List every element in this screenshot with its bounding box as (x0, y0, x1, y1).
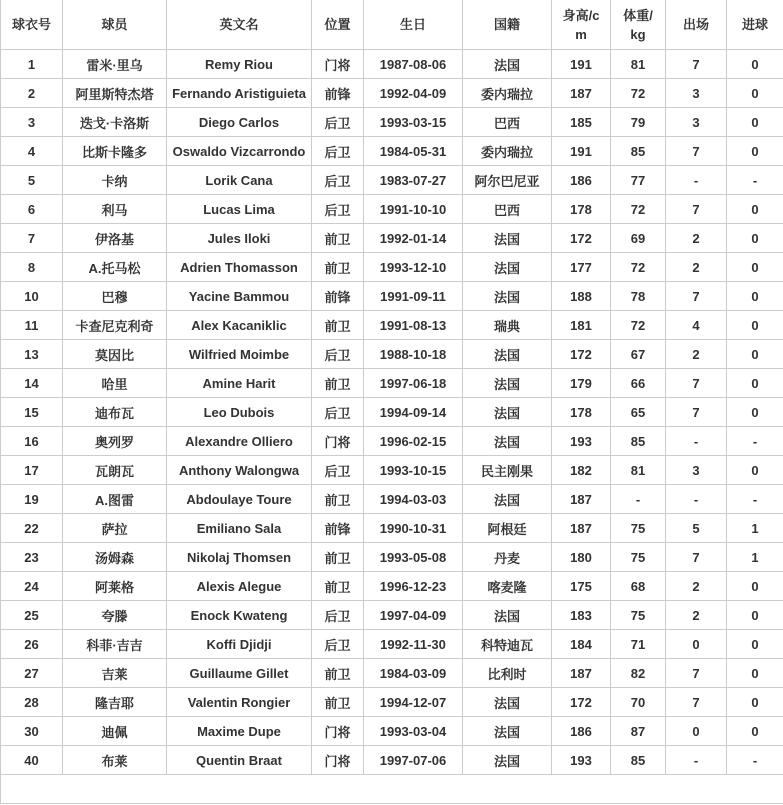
cell-name-en: Maxime Dupe (167, 717, 312, 746)
cell-name-cn: 比斯卡隆多 (63, 137, 167, 166)
cell-appearances: 3 (666, 79, 727, 108)
cell-appearances: 3 (666, 456, 727, 485)
cell-goals: 0 (727, 398, 783, 427)
cell-appearances: 7 (666, 398, 727, 427)
cell-birthday: 1997-07-06 (364, 746, 463, 775)
cell-position: 后卫 (312, 601, 364, 630)
cell-name-en: Guillaume Gillet (167, 659, 312, 688)
cell-name-en: Koffi Djidji (167, 630, 312, 659)
cell-goals: 0 (727, 108, 783, 137)
cell-goals: - (727, 746, 783, 775)
table-row (1, 543, 783, 572)
cell-position: 前卫 (312, 485, 364, 514)
cell-name-en: Lucas Lima (167, 195, 312, 224)
cell-appearances: 0 (666, 717, 727, 746)
cell-number: 25 (1, 601, 63, 630)
cell-position: 后卫 (312, 630, 364, 659)
cell-nationality: 法国 (463, 398, 552, 427)
table-row (1, 253, 783, 282)
cell-appearances: 2 (666, 572, 727, 601)
cell-name-cn: A.托马松 (63, 253, 167, 282)
cell-nationality: 比利时 (463, 659, 552, 688)
cell-name-cn: 瓦朗瓦 (63, 456, 167, 485)
cell-goals: - (727, 166, 783, 195)
cell-weight: 81 (611, 50, 666, 79)
cell-appearances: 7 (666, 688, 727, 717)
cell-appearances: - (666, 166, 727, 195)
cell-name-en: Valentin Rongier (167, 688, 312, 717)
table-row (1, 717, 783, 746)
cell-number: 16 (1, 427, 63, 456)
cell-name-cn: 卡查尼克利奇 (63, 311, 167, 340)
cell-birthday: 1996-12-23 (364, 572, 463, 601)
cell-name-en: Emiliano Sala (167, 514, 312, 543)
column-header-birthday: 生日 (364, 0, 463, 50)
cell-birthday: 1992-04-09 (364, 79, 463, 108)
cell-goals: 0 (727, 340, 783, 369)
cell-goals: 0 (727, 456, 783, 485)
cell-number: 10 (1, 282, 63, 311)
cell-height: 191 (552, 50, 611, 79)
cell-weight: 77 (611, 166, 666, 195)
cell-birthday: 1991-08-13 (364, 311, 463, 340)
cell-position: 后卫 (312, 137, 364, 166)
column-header-number: 球衣号 (1, 0, 63, 50)
cell-nationality: 委内瑞拉 (463, 137, 552, 166)
cell-nationality: 丹麦 (463, 543, 552, 572)
cell-birthday: 1993-03-04 (364, 717, 463, 746)
cell-nationality: 法国 (463, 485, 552, 514)
cell-birthday: 1991-10-10 (364, 195, 463, 224)
cell-weight: 87 (611, 717, 666, 746)
cell-name-cn: 迭戈·卡洛斯 (63, 108, 167, 137)
table-row (1, 514, 783, 543)
column-header-weight: 体重/kg (611, 0, 666, 50)
cell-name-en: Diego Carlos (167, 108, 312, 137)
cell-goals: 0 (727, 659, 783, 688)
cell-appearances: 7 (666, 50, 727, 79)
cell-appearances: 0 (666, 630, 727, 659)
cell-position: 后卫 (312, 108, 364, 137)
cell-name-en: Alex Kacaniklic (167, 311, 312, 340)
cell-position: 前卫 (312, 224, 364, 253)
spacer-row (1, 775, 783, 804)
cell-birthday: 1993-03-15 (364, 108, 463, 137)
cell-name-cn: 奥列罗 (63, 427, 167, 456)
cell-nationality: 巴西 (463, 108, 552, 137)
column-header-appearances: 出场 (666, 0, 727, 50)
cell-position: 前卫 (312, 543, 364, 572)
cell-appearances: 7 (666, 369, 727, 398)
cell-weight: 68 (611, 572, 666, 601)
cell-name-cn: 哈里 (63, 369, 167, 398)
cell-weight: 65 (611, 398, 666, 427)
cell-number: 3 (1, 108, 63, 137)
cell-name-cn: 阿莱格 (63, 572, 167, 601)
cell-weight: 82 (611, 659, 666, 688)
cell-goals: 0 (727, 224, 783, 253)
table-row (1, 630, 783, 659)
column-header-position: 位置 (312, 0, 364, 50)
cell-birthday: 1994-12-07 (364, 688, 463, 717)
cell-nationality: 法国 (463, 688, 552, 717)
cell-name-cn: 夸滕 (63, 601, 167, 630)
column-header-goals: 进球 (727, 0, 783, 50)
cell-name-cn: 科菲·吉吉 (63, 630, 167, 659)
cell-birthday: 1992-01-14 (364, 224, 463, 253)
cell-name-cn: 迪佩 (63, 717, 167, 746)
cell-weight: 78 (611, 282, 666, 311)
cell-number: 11 (1, 311, 63, 340)
cell-goals: 0 (727, 717, 783, 746)
cell-goals: 0 (727, 688, 783, 717)
cell-position: 前卫 (312, 572, 364, 601)
cell-name-cn: 吉莱 (63, 659, 167, 688)
cell-name-en: Quentin Braat (167, 746, 312, 775)
cell-appearances: 7 (666, 282, 727, 311)
cell-height: 182 (552, 456, 611, 485)
cell-number: 40 (1, 746, 63, 775)
cell-position: 门将 (312, 427, 364, 456)
cell-weight: 75 (611, 514, 666, 543)
cell-goals: - (727, 427, 783, 456)
cell-height: 175 (552, 572, 611, 601)
cell-position: 前卫 (312, 659, 364, 688)
cell-name-cn: 卡纳 (63, 166, 167, 195)
table-row (1, 108, 783, 137)
cell-birthday: 1991-09-11 (364, 282, 463, 311)
cell-position: 后卫 (312, 398, 364, 427)
cell-height: 187 (552, 514, 611, 543)
cell-appearances: 7 (666, 195, 727, 224)
cell-position: 后卫 (312, 340, 364, 369)
cell-name-cn: A.图雷 (63, 485, 167, 514)
cell-height: 172 (552, 340, 611, 369)
cell-nationality: 法国 (463, 746, 552, 775)
cell-nationality: 法国 (463, 50, 552, 79)
cell-number: 22 (1, 514, 63, 543)
cell-name-en: Remy Riou (167, 50, 312, 79)
cell-appearances: 7 (666, 137, 727, 166)
cell-number: 1 (1, 50, 63, 79)
cell-birthday: 1990-10-31 (364, 514, 463, 543)
cell-nationality: 法国 (463, 340, 552, 369)
cell-nationality: 科特迪瓦 (463, 630, 552, 659)
cell-appearances: 2 (666, 340, 727, 369)
cell-nationality: 民主刚果 (463, 456, 552, 485)
cell-name-en: Abdoulaye Toure (167, 485, 312, 514)
cell-weight: 67 (611, 340, 666, 369)
cell-weight: 71 (611, 630, 666, 659)
cell-weight: 79 (611, 108, 666, 137)
table-header (1, 0, 783, 50)
cell-name-en: Adrien Thomasson (167, 253, 312, 282)
cell-name-en: Anthony Walongwa (167, 456, 312, 485)
table-row (1, 659, 783, 688)
cell-goals: 0 (727, 79, 783, 108)
cell-number: 15 (1, 398, 63, 427)
cell-name-en: Lorik Cana (167, 166, 312, 195)
cell-goals: 0 (727, 311, 783, 340)
cell-goals: 0 (727, 137, 783, 166)
cell-height: 180 (552, 543, 611, 572)
column-header-height: 身高/cm (552, 0, 611, 50)
cell-name-cn: 利马 (63, 195, 167, 224)
cell-number: 19 (1, 485, 63, 514)
cell-nationality: 喀麦隆 (463, 572, 552, 601)
cell-name-en: Leo Dubois (167, 398, 312, 427)
cell-weight: 70 (611, 688, 666, 717)
table-row (1, 369, 783, 398)
header-row (1, 0, 783, 50)
cell-appearances: - (666, 427, 727, 456)
cell-number: 28 (1, 688, 63, 717)
cell-weight: 75 (611, 601, 666, 630)
table-row (1, 79, 783, 108)
cell-nationality: 阿尔巴尼亚 (463, 166, 552, 195)
cell-birthday: 1994-09-14 (364, 398, 463, 427)
cell-weight: 72 (611, 195, 666, 224)
cell-number: 24 (1, 572, 63, 601)
cell-birthday: 1993-05-08 (364, 543, 463, 572)
cell-name-en: Wilfried Moimbe (167, 340, 312, 369)
cell-height: 178 (552, 195, 611, 224)
cell-number: 17 (1, 456, 63, 485)
cell-position: 后卫 (312, 456, 364, 485)
cell-number: 2 (1, 79, 63, 108)
cell-height: 185 (552, 108, 611, 137)
cell-birthday: 1994-03-03 (364, 485, 463, 514)
cell-appearances: 2 (666, 601, 727, 630)
cell-number: 14 (1, 369, 63, 398)
table-row (1, 282, 783, 311)
cell-nationality: 阿根廷 (463, 514, 552, 543)
cell-weight: 85 (611, 427, 666, 456)
cell-nationality: 法国 (463, 224, 552, 253)
cell-number: 26 (1, 630, 63, 659)
cell-position: 前卫 (312, 369, 364, 398)
cell-goals: 1 (727, 514, 783, 543)
cell-height: 186 (552, 166, 611, 195)
cell-goals: 0 (727, 282, 783, 311)
cell-height: 172 (552, 688, 611, 717)
table-row (1, 572, 783, 601)
cell-appearances: 3 (666, 108, 727, 137)
cell-height: 186 (552, 717, 611, 746)
table-body (1, 50, 783, 804)
table-row (1, 746, 783, 775)
cell-position: 前锋 (312, 282, 364, 311)
cell-weight: 72 (611, 79, 666, 108)
cell-name-cn: 巴穆 (63, 282, 167, 311)
cell-height: 193 (552, 746, 611, 775)
table-row (1, 166, 783, 195)
cell-birthday: 1987-08-06 (364, 50, 463, 79)
cell-weight: 66 (611, 369, 666, 398)
cell-height: 177 (552, 253, 611, 282)
cell-name-cn: 莫因比 (63, 340, 167, 369)
spacer-cell (1, 775, 783, 804)
cell-weight: 72 (611, 253, 666, 282)
table-row (1, 601, 783, 630)
cell-nationality: 法国 (463, 282, 552, 311)
cell-goals: 0 (727, 630, 783, 659)
cell-height: 179 (552, 369, 611, 398)
cell-name-en: Alexis Alegue (167, 572, 312, 601)
cell-height: 191 (552, 137, 611, 166)
cell-name-en: Enock Kwateng (167, 601, 312, 630)
cell-nationality: 委内瑞拉 (463, 79, 552, 108)
cell-birthday: 1993-12-10 (364, 253, 463, 282)
table-row (1, 688, 783, 717)
cell-birthday: 1996-02-15 (364, 427, 463, 456)
cell-number: 30 (1, 717, 63, 746)
table-row (1, 456, 783, 485)
table-row (1, 195, 783, 224)
cell-goals: 0 (727, 195, 783, 224)
cell-number: 4 (1, 137, 63, 166)
table-row (1, 137, 783, 166)
cell-name-cn: 汤姆森 (63, 543, 167, 572)
cell-name-cn: 隆吉耶 (63, 688, 167, 717)
cell-nationality: 法国 (463, 253, 552, 282)
cell-appearances: 4 (666, 311, 727, 340)
cell-position: 后卫 (312, 166, 364, 195)
cell-goals: 0 (727, 369, 783, 398)
cell-goals: - (727, 485, 783, 514)
table-row (1, 398, 783, 427)
table-row (1, 485, 783, 514)
table-row (1, 427, 783, 456)
cell-position: 前锋 (312, 79, 364, 108)
cell-appearances: 2 (666, 253, 727, 282)
cell-position: 门将 (312, 50, 364, 79)
cell-name-en: Jules Iloki (167, 224, 312, 253)
cell-birthday: 1997-04-09 (364, 601, 463, 630)
cell-appearances: 5 (666, 514, 727, 543)
cell-nationality: 法国 (463, 601, 552, 630)
cell-birthday: 1992-11-30 (364, 630, 463, 659)
cell-position: 后卫 (312, 195, 364, 224)
cell-nationality: 法国 (463, 717, 552, 746)
cell-weight: 75 (611, 543, 666, 572)
cell-name-cn: 阿里斯特杰塔 (63, 79, 167, 108)
cell-nationality: 巴西 (463, 195, 552, 224)
cell-position: 门将 (312, 746, 364, 775)
cell-appearances: - (666, 746, 727, 775)
cell-name-cn: 萨拉 (63, 514, 167, 543)
cell-height: 187 (552, 659, 611, 688)
cell-nationality: 瑞典 (463, 311, 552, 340)
cell-appearances: 2 (666, 224, 727, 253)
cell-birthday: 1997-06-18 (364, 369, 463, 398)
cell-number: 6 (1, 195, 63, 224)
cell-position: 前卫 (312, 688, 364, 717)
cell-weight: 72 (611, 311, 666, 340)
table-row (1, 340, 783, 369)
cell-height: 187 (552, 485, 611, 514)
cell-weight: 85 (611, 746, 666, 775)
cell-appearances: - (666, 485, 727, 514)
cell-name-cn: 伊洛基 (63, 224, 167, 253)
column-header-nationality: 国籍 (463, 0, 552, 50)
cell-height: 181 (552, 311, 611, 340)
cell-appearances: 7 (666, 543, 727, 572)
cell-name-en: Nikolaj Thomsen (167, 543, 312, 572)
cell-appearances: 7 (666, 659, 727, 688)
table-row (1, 224, 783, 253)
cell-goals: 0 (727, 253, 783, 282)
cell-nationality: 法国 (463, 427, 552, 456)
column-header-name-cn: 球员 (63, 0, 167, 50)
cell-number: 5 (1, 166, 63, 195)
cell-height: 178 (552, 398, 611, 427)
cell-goals: 0 (727, 50, 783, 79)
cell-name-en: Yacine Bammou (167, 282, 312, 311)
cell-height: 193 (552, 427, 611, 456)
cell-birthday: 1988-10-18 (364, 340, 463, 369)
cell-position: 前锋 (312, 514, 364, 543)
cell-goals: 1 (727, 543, 783, 572)
column-header-name-en: 英文名 (167, 0, 312, 50)
cell-name-en: Alexandre Olliero (167, 427, 312, 456)
cell-birthday: 1983-07-27 (364, 166, 463, 195)
cell-number: 23 (1, 543, 63, 572)
cell-weight: - (611, 485, 666, 514)
cell-goals: 0 (727, 572, 783, 601)
cell-position: 前卫 (312, 253, 364, 282)
cell-name-cn: 迪布瓦 (63, 398, 167, 427)
cell-weight: 81 (611, 456, 666, 485)
cell-goals: 0 (727, 601, 783, 630)
cell-height: 172 (552, 224, 611, 253)
cell-height: 184 (552, 630, 611, 659)
cell-position: 门将 (312, 717, 364, 746)
cell-name-en: Amine Harit (167, 369, 312, 398)
cell-height: 188 (552, 282, 611, 311)
cell-weight: 85 (611, 137, 666, 166)
cell-birthday: 1993-10-15 (364, 456, 463, 485)
cell-position: 前卫 (312, 311, 364, 340)
cell-birthday: 1984-03-09 (364, 659, 463, 688)
cell-number: 7 (1, 224, 63, 253)
cell-height: 187 (552, 79, 611, 108)
cell-name-en: Oswaldo Vizcarrondo (167, 137, 312, 166)
cell-birthday: 1984-05-31 (364, 137, 463, 166)
cell-number: 13 (1, 340, 63, 369)
cell-weight: 69 (611, 224, 666, 253)
table-row (1, 50, 783, 79)
cell-name-cn: 布莱 (63, 746, 167, 775)
cell-name-cn: 雷米·里乌 (63, 50, 167, 79)
cell-nationality: 法国 (463, 369, 552, 398)
cell-height: 183 (552, 601, 611, 630)
cell-name-en: Fernando Aristiguieta (167, 79, 312, 108)
cell-number: 8 (1, 253, 63, 282)
cell-number: 27 (1, 659, 63, 688)
table-row (1, 311, 783, 340)
